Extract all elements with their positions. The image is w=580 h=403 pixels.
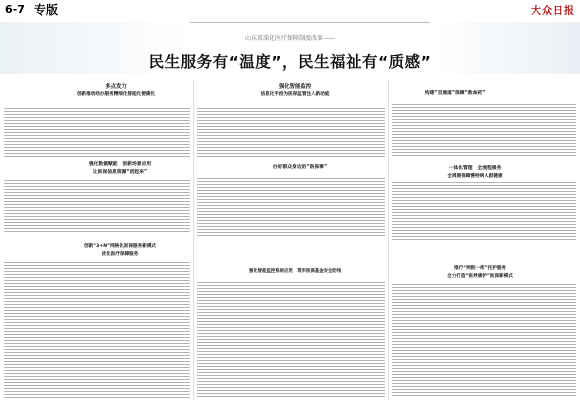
article-subtitle: 全周期保障慢特病人群健康 xyxy=(447,174,503,179)
main-headline: 民生服务有“温度”，民生福祉有“质感” xyxy=(148,53,432,71)
article-subtitle: 优化医疗保障服务 xyxy=(101,252,139,257)
article-subtitle: 创新推动经办服务精细化智能化便捷化 xyxy=(76,92,156,97)
article-heading xyxy=(240,83,350,99)
article-body xyxy=(392,182,576,242)
article-body xyxy=(197,108,385,158)
article-title: 一体化管理 全流程服务 xyxy=(448,166,502,171)
article-body xyxy=(4,262,190,398)
article-subtitle: 让医保信息资源“活起来” xyxy=(92,170,148,175)
masthead xyxy=(0,0,580,23)
article-title: 强化智能监控系统应用 筑牢医保基金安全防线 xyxy=(248,269,342,274)
article-title: 多点发力 xyxy=(105,84,127,90)
article-title: 构建“双通道”保障“救命药” xyxy=(424,91,486,96)
article-body xyxy=(392,104,576,158)
article-heading xyxy=(405,90,505,98)
article-subtitle: 信息化手段为医保监管注入新动能 xyxy=(260,92,330,97)
article-heading xyxy=(56,83,176,99)
article-body xyxy=(4,108,190,158)
column-divider xyxy=(193,80,194,400)
article-body xyxy=(4,180,190,232)
section-label: 专版 xyxy=(34,3,59,17)
article-heading xyxy=(250,164,350,172)
article-heading xyxy=(415,165,535,181)
headline-kicker: 山东省深化医疗保障制度改革—— xyxy=(244,35,335,42)
article-body xyxy=(392,284,576,398)
article-heading xyxy=(215,268,375,276)
article-heading xyxy=(55,243,185,259)
newspaper-logo: 大众日报 xyxy=(531,6,575,17)
article-subtitle: 全力打造“医养康护”医保新模式 xyxy=(447,274,513,279)
article-heading xyxy=(415,265,545,281)
article-body xyxy=(197,178,385,236)
column-divider xyxy=(388,80,389,400)
page-number: 6-7 xyxy=(5,3,25,16)
article-title: 强化数据赋能 创新场景应用 xyxy=(88,162,152,167)
article-body xyxy=(197,282,385,398)
article-heading xyxy=(55,161,185,177)
article-title: 创新“3+N”网格化医保服务新模式 xyxy=(83,244,157,249)
article-title: 办好群众身边的“医保事” xyxy=(272,165,328,170)
article-title: 强化智能监控 xyxy=(278,84,312,90)
article-title: 推行“两院一库”托护服务 xyxy=(454,266,506,271)
